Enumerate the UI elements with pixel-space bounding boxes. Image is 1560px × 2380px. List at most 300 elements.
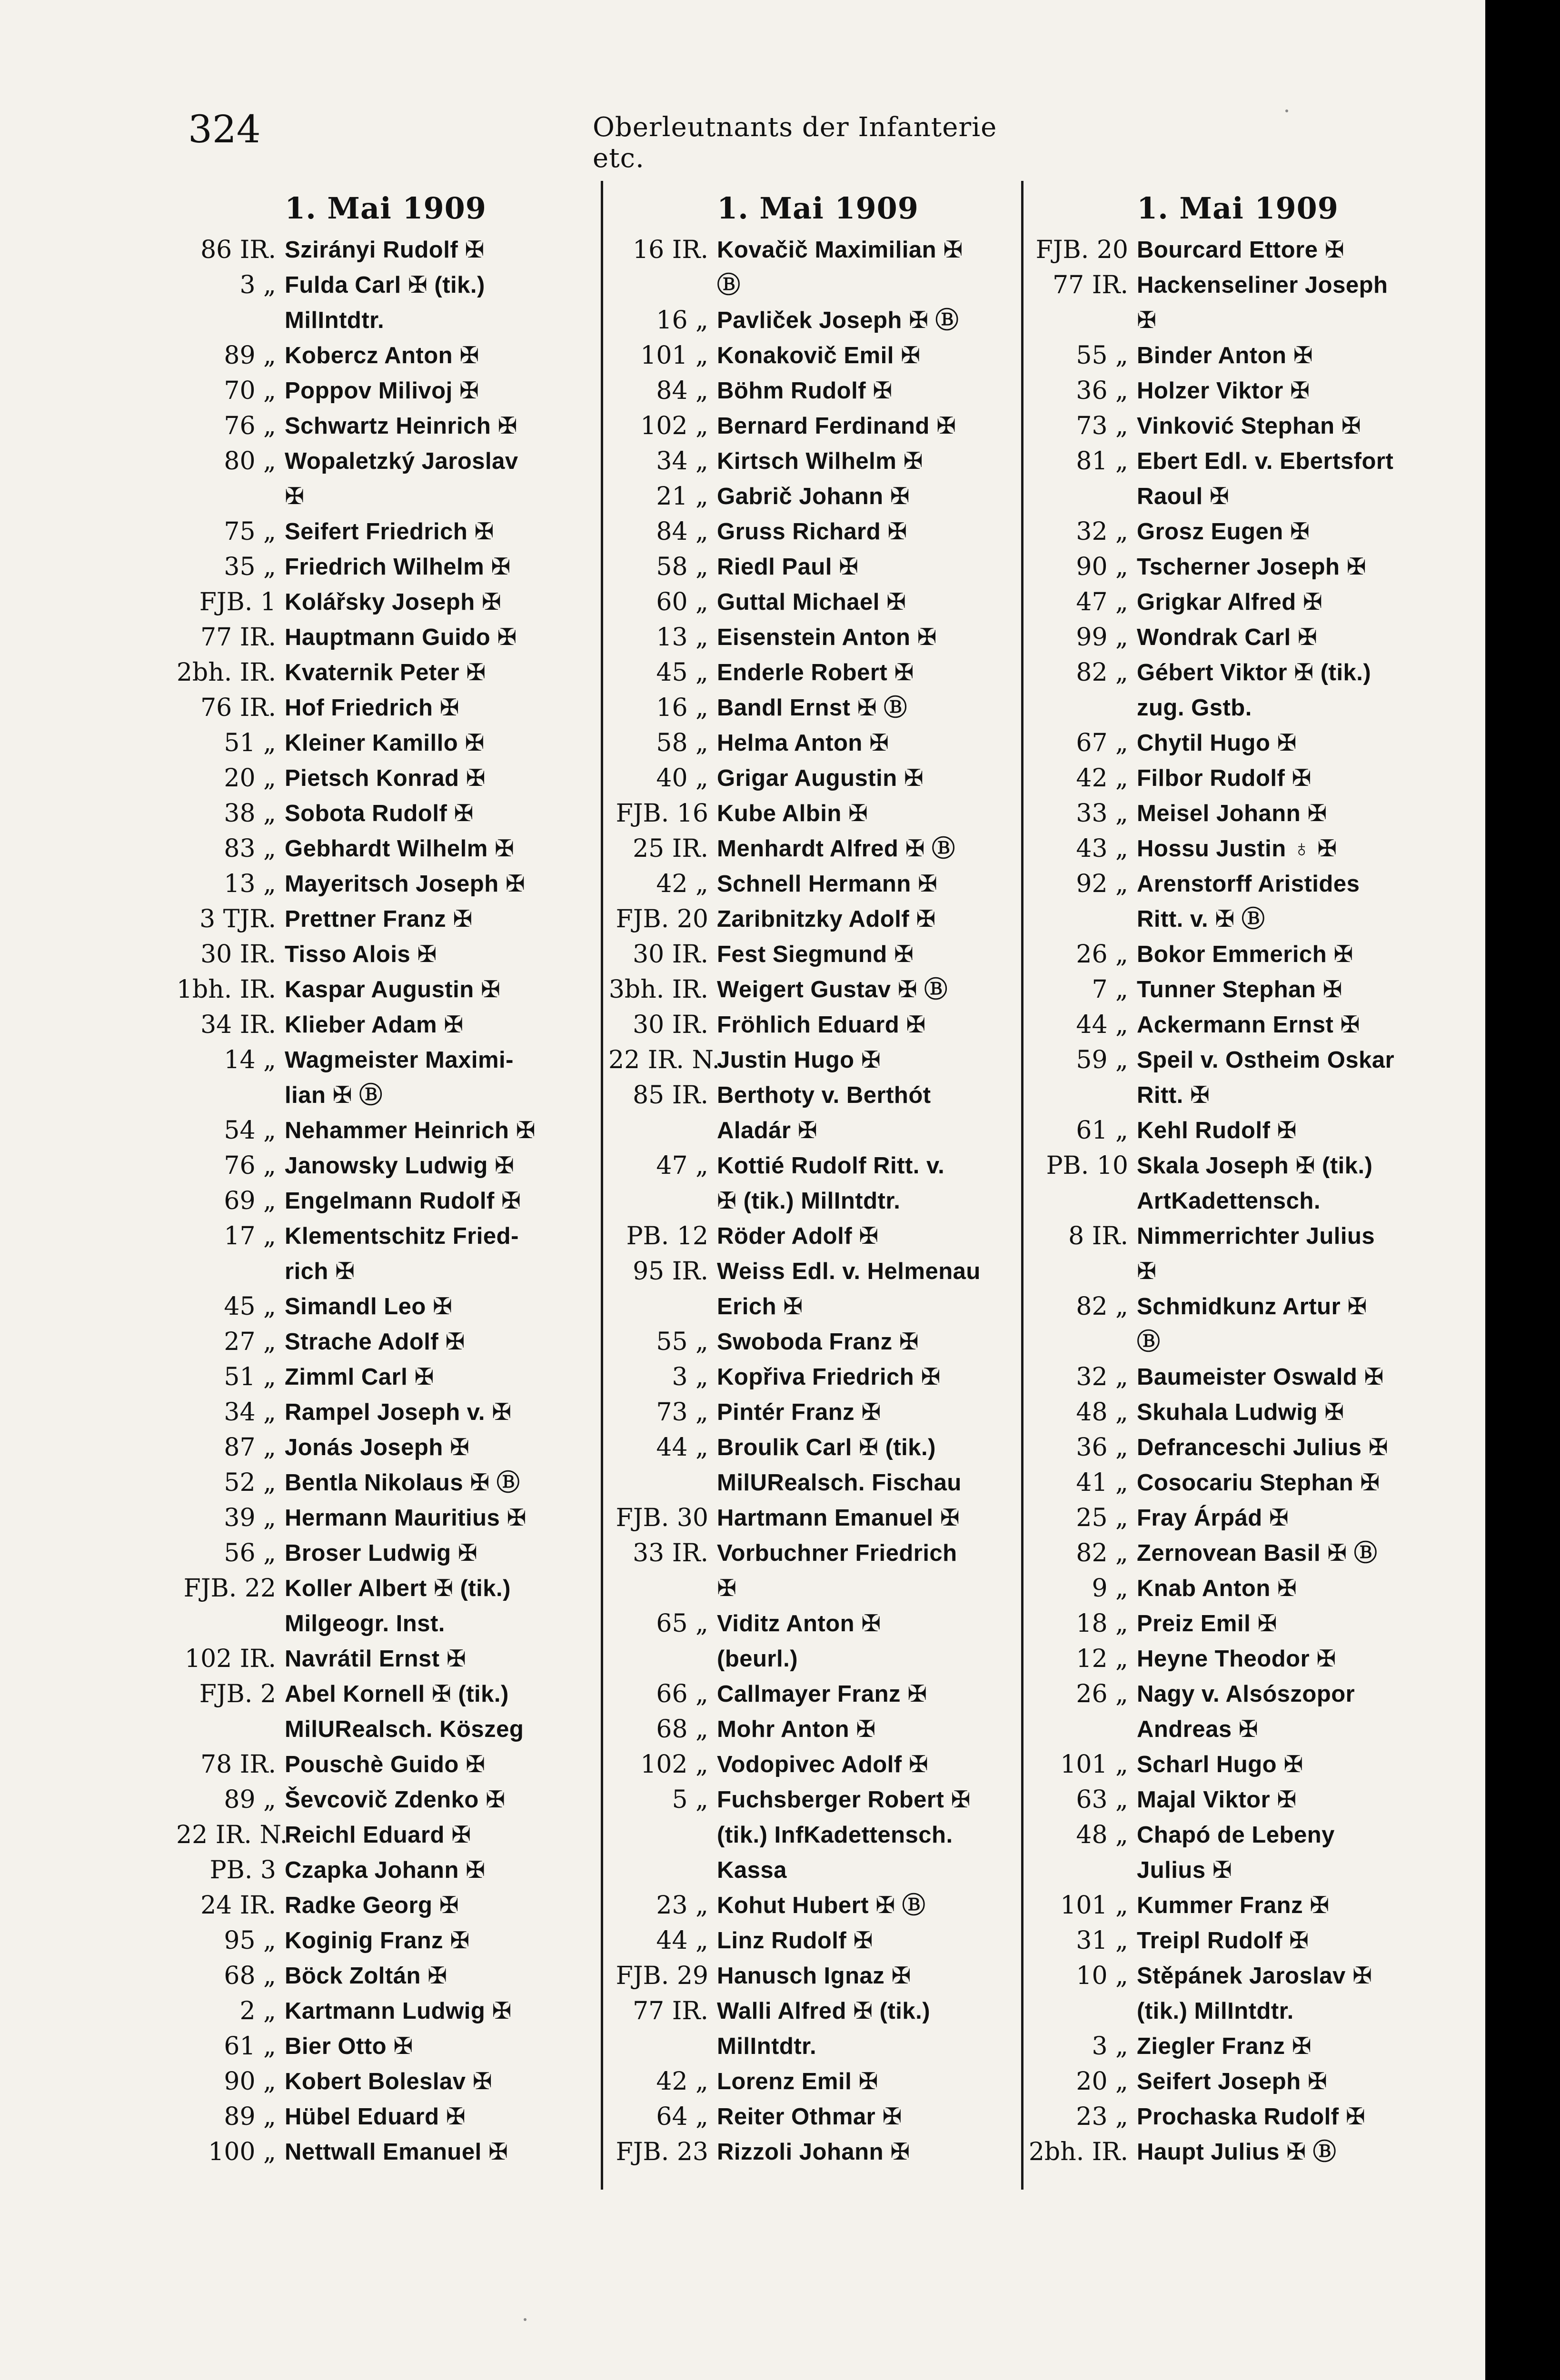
unit-designation: 30 IR. [633, 1011, 708, 1039]
list-entry [608, 1923, 1027, 1958]
officer-name: rich ✠ [285, 1259, 355, 1284]
unit-designation: 73 „ [1076, 412, 1128, 440]
officer-name: Rampel Joseph v. ✠ [285, 1399, 512, 1425]
unit-designation: 69 „ [224, 1187, 276, 1215]
list-entry [1028, 373, 1447, 408]
unit-designation: 8 IR. [1068, 1222, 1128, 1250]
list-entry [1028, 1817, 1447, 1853]
officer-name: Bandl Ernst ✠ Ⓑ [717, 695, 907, 721]
list-entry [608, 1430, 1027, 1465]
list-entry [608, 1078, 1027, 1113]
unit-designation: 36 „ [1076, 1433, 1128, 1462]
officer-name: MilURealsch. Köszeg [285, 1716, 524, 1742]
list-entry [1028, 796, 1447, 831]
unit-designation: 83 „ [224, 834, 276, 863]
unit-designation: 31 „ [1076, 1926, 1128, 1955]
officer-name: Kirtsch Wilhelm ✠ [717, 448, 924, 474]
officer-name: Chapó de Lebeny [1137, 1822, 1335, 1848]
list-entry [1028, 585, 1447, 620]
unit-designation: 16 „ [656, 306, 708, 335]
officer-name: Binder Anton ✠ [1137, 343, 1313, 368]
unit-designation: 23 „ [656, 1891, 708, 1920]
officer-name: Bier Otto ✠ [285, 2033, 413, 2059]
list-entry [176, 1078, 595, 1113]
unit-designation: 1bh. IR. [176, 975, 276, 1004]
unit-designation: 44 „ [656, 1433, 708, 1462]
unit-designation: 45 „ [224, 1292, 276, 1321]
list-entry [176, 1641, 595, 1676]
officer-name: Ritt. v. ✠ Ⓑ [1137, 906, 1265, 932]
officer-name: Enderle Robert ✠ [717, 660, 914, 685]
officer-name: Klementschitz Fried- [285, 1223, 519, 1249]
officer-name: Prettner Franz ✠ [285, 906, 473, 932]
officer-name: Weigert Gustav ✠ Ⓑ [717, 977, 948, 1002]
unit-designation: 30 IR. [633, 940, 708, 969]
unit-designation: 84 „ [656, 517, 708, 546]
unit-designation: 16 IR. [633, 236, 708, 264]
list-entry [176, 2029, 595, 2064]
list-entry [176, 1782, 595, 1817]
officer-name: Arenstorff Aristides [1137, 871, 1360, 897]
unit-designation: 78 IR. [200, 1750, 276, 1779]
list-entry [176, 1536, 595, 1571]
entry-list [1028, 232, 1447, 2170]
list-entry [608, 1817, 1027, 1853]
list-entry [1028, 1007, 1447, 1042]
unit-designation: 3 „ [239, 271, 276, 299]
officer-name: Kassa [717, 1857, 787, 1883]
unit-designation: 7 „ [1092, 975, 1128, 1004]
list-entry [176, 338, 595, 373]
unit-designation: FJB. 20 [1035, 236, 1128, 264]
unit-designation: 64 „ [656, 2102, 708, 2131]
unit-designation: 87 „ [224, 1433, 276, 1462]
officer-name: Czapka Johann ✠ [285, 1857, 486, 1883]
list-entry [1028, 831, 1447, 866]
list-entry [1028, 408, 1447, 444]
officer-name: Nimmerrichter Julius [1137, 1223, 1375, 1249]
list-entry [608, 514, 1027, 549]
officer-name: Berthoty v. Berthót [717, 1082, 931, 1108]
unit-designation: 51 „ [224, 1363, 276, 1391]
list-entry [176, 303, 595, 338]
unit-designation: 20 „ [1076, 2067, 1128, 2096]
unit-designation: FJB. 23 [616, 2138, 708, 2166]
unit-designation: 77 IR. [200, 623, 276, 652]
officer-name: (tik.) MilIntdtr. [1137, 1998, 1294, 2024]
unit-designation: 102 IR. [184, 1645, 276, 1673]
list-entry [176, 444, 595, 479]
list-entry [608, 1958, 1027, 1993]
list-entry [1028, 1606, 1447, 1641]
unit-designation: 35 „ [224, 553, 276, 581]
unit-designation: 10 „ [1076, 1962, 1128, 1990]
unit-designation: 34 „ [224, 1398, 276, 1427]
officer-name: Ⓑ [1137, 1329, 1161, 1355]
unit-designation: 34 „ [656, 447, 708, 476]
unit-designation: 63 „ [1076, 1785, 1128, 1814]
officer-name: Raoul ✠ [1137, 484, 1230, 509]
list-entry [176, 585, 595, 620]
running-head: Oberleutnants der Infanterie etc. [593, 112, 997, 174]
list-entry [1028, 866, 1447, 902]
officer-name: Gébert Viktor ✠ (tik.) [1137, 660, 1371, 685]
unit-designation: 24 IR. [200, 1891, 276, 1920]
officer-name: Grigar Augustin ✠ [717, 765, 924, 791]
officer-name: Lorenz Emil ✠ [717, 2069, 878, 2094]
unit-designation: 3 TJR. [199, 905, 276, 933]
officer-name: Ševcovič Zdenko ✠ [285, 1787, 506, 1813]
list-entry [176, 655, 595, 690]
list-entry [608, 232, 1027, 268]
print-speck [524, 2318, 527, 2321]
officer-name: Vodopivec Adolf ✠ [717, 1752, 929, 1777]
column-heading: 1. Mai 1909 [285, 191, 487, 226]
list-entry [176, 972, 595, 1007]
officer-name: Fulda Carl ✠ (tik.) [285, 272, 485, 298]
list-entry [1028, 1923, 1447, 1958]
unit-designation: 51 „ [224, 729, 276, 757]
officer-name: Ⓑ [717, 272, 741, 298]
list-entry [608, 1254, 1027, 1289]
officer-name: Meisel Johann ✠ [1137, 801, 1327, 826]
list-entry [1028, 1113, 1447, 1148]
list-entry [608, 373, 1027, 408]
officer-name: Vinković Stephan ✠ [1137, 413, 1361, 439]
unit-designation: 101 „ [1060, 1750, 1128, 1779]
unit-designation: 18 „ [1076, 1609, 1128, 1638]
list-entry [608, 1676, 1027, 1712]
list-entry [176, 1606, 595, 1641]
list-entry [176, 268, 595, 303]
officer-name: Haupt Julius ✠ Ⓑ [1137, 2139, 1337, 2165]
list-entry [608, 866, 1027, 902]
officer-name: Koller Albert ✠ (tik.) [285, 1576, 511, 1601]
unit-designation: 23 „ [1076, 2102, 1128, 2131]
list-entry [176, 1817, 595, 1853]
list-entry [1028, 514, 1447, 549]
officer-name: Zernovean Basil ✠ Ⓑ [1137, 1540, 1378, 1566]
unit-designation: 68 „ [656, 1715, 708, 1744]
list-entry [608, 1289, 1027, 1324]
unit-designation: 82 „ [1076, 1539, 1128, 1567]
list-entry [608, 479, 1027, 514]
officer-name: Mayeritsch Joseph ✠ [285, 871, 526, 897]
list-entry [1028, 725, 1447, 761]
unit-designation: 13 „ [224, 870, 276, 898]
unit-designation: 59 „ [1076, 1046, 1128, 1074]
list-entry [1028, 1958, 1447, 1993]
list-entry [1028, 268, 1447, 303]
officer-name: Ackermann Ernst ✠ [1137, 1012, 1360, 1038]
unit-designation: 9 „ [1092, 1574, 1128, 1603]
unit-designation: 17 „ [224, 1222, 276, 1250]
list-entry [1028, 902, 1447, 937]
list-entry [176, 1465, 595, 1500]
unit-designation: 3 „ [672, 1363, 708, 1391]
unit-designation: 33 „ [1076, 799, 1128, 828]
list-entry [608, 1993, 1027, 2029]
officer-name: Guttal Michael ✠ [717, 589, 906, 615]
officer-name: Ebert Edl. v. Ebertsfort [1137, 448, 1394, 474]
unit-designation: FJB. 22 [183, 1574, 276, 1603]
list-entry [176, 1676, 595, 1712]
unit-designation: 81 „ [1076, 447, 1128, 476]
officer-name: Zaribnitzky Adolf ✠ [717, 906, 936, 932]
list-entry [1028, 1782, 1447, 1817]
officer-name: Reiter Othmar ✠ [717, 2104, 902, 2130]
officer-name: Nagy v. Alsószopor [1137, 1681, 1355, 1707]
officer-name: MilIntdtr. [717, 2033, 817, 2059]
list-entry [1028, 2029, 1447, 2064]
list-entry [1028, 1536, 1447, 1571]
officer-name: Walli Alfred ✠ (tik.) [717, 1998, 931, 2024]
list-entry [176, 1747, 595, 1782]
unit-designation: 60 „ [656, 588, 708, 616]
officer-name: Tisso Alois ✠ [285, 942, 437, 967]
column-1 [176, 185, 595, 2231]
officer-name: Kvaternik Peter ✠ [285, 660, 486, 685]
list-entry [1028, 1359, 1447, 1395]
list-entry [176, 1430, 595, 1465]
officer-name: Vorbuchner Friedrich [717, 1540, 957, 1566]
officer-name: Kobercz Anton ✠ [285, 343, 479, 368]
unit-designation: 43 „ [1076, 834, 1128, 863]
list-entry [176, 1958, 595, 1993]
column-heading: 1. Mai 1909 [717, 191, 919, 226]
unit-designation: 22 IR. N. [176, 1821, 288, 1849]
officer-name: Grosz Eugen ✠ [1137, 519, 1310, 545]
unit-designation: 38 „ [224, 799, 276, 828]
officer-name: Swoboda Franz ✠ [717, 1329, 919, 1355]
unit-designation: 70 „ [224, 377, 276, 405]
list-entry [1028, 1395, 1447, 1430]
unit-designation: 26 „ [1076, 1680, 1128, 1708]
list-entry [176, 1571, 595, 1606]
unit-designation: 101 „ [640, 341, 708, 370]
officer-name: Bentla Nikolaus ✠ Ⓑ [285, 1470, 520, 1496]
list-entry [176, 408, 595, 444]
list-entry [1028, 1676, 1447, 1712]
unit-designation: 58 „ [656, 729, 708, 757]
officer-name: Nettwall Emanuel ✠ [285, 2139, 508, 2165]
unit-designation: 89 „ [224, 1785, 276, 1814]
list-entry [1028, 1430, 1447, 1465]
list-entry [608, 620, 1027, 655]
officer-name: zug. Gstb. [1137, 695, 1252, 721]
unit-designation: 77 IR. [633, 1997, 708, 2025]
officer-name: ✠ [1137, 307, 1157, 333]
unit-designation: 44 „ [656, 1926, 708, 1955]
unit-designation: 55 „ [656, 1328, 708, 1356]
officer-name: Justin Hugo ✠ [717, 1047, 881, 1073]
officer-name: Hanusch Ignaz ✠ [717, 1963, 911, 1989]
officer-name: Kobert Boleslav ✠ [285, 2069, 493, 2094]
list-entry [608, 1747, 1027, 1782]
list-entry [608, 1641, 1027, 1676]
list-entry [608, 1888, 1027, 1923]
unit-designation: FJB. 16 [616, 799, 708, 828]
list-entry [1028, 1712, 1447, 1747]
unit-designation: 3bh. IR. [608, 975, 708, 1004]
officer-name: Skala Joseph ✠ (tik.) [1137, 1153, 1373, 1179]
officer-name: Kottié Rudolf Ritt. v. [717, 1153, 945, 1179]
list-entry [608, 444, 1027, 479]
officer-name: Majal Viktor ✠ [1137, 1787, 1297, 1813]
list-entry [176, 2064, 595, 2099]
list-entry [176, 1853, 595, 1888]
officer-name: Pietsch Konrad ✠ [285, 765, 486, 791]
officer-name: Eisenstein Anton ✠ [717, 625, 937, 650]
list-entry [608, 1007, 1027, 1042]
list-entry [176, 831, 595, 866]
officer-name: Knab Anton ✠ [1137, 1576, 1297, 1601]
officer-name: Stěpánek Jaroslav ✠ [1137, 1963, 1372, 1989]
unit-designation: 30 IR. [200, 940, 276, 969]
officer-name: Hübel Eduard ✠ [285, 2104, 466, 2130]
unit-designation: 2bh. IR. [176, 658, 276, 687]
unit-designation: 101 „ [1060, 1891, 1128, 1920]
list-entry [176, 1007, 595, 1042]
officer-name: Friedrich Wilhelm ✠ [285, 554, 511, 580]
officer-name: Helma Anton ✠ [717, 730, 889, 756]
officer-name: Abel Kornell ✠ (tik.) [285, 1681, 509, 1707]
officer-name: Janowsky Ludwig ✠ [285, 1153, 515, 1179]
officer-name: Hartmann Emanuel ✠ [717, 1505, 960, 1531]
unit-designation: 67 „ [1076, 729, 1128, 757]
officer-name: Sobota Rudolf ✠ [285, 801, 474, 826]
unit-designation: 2bh. IR. [1028, 2138, 1128, 2166]
unit-designation: 55 „ [1076, 341, 1128, 370]
officer-name: Kopřiva Friedrich ✠ [717, 1364, 941, 1390]
list-entry [1028, 444, 1447, 479]
officer-name: Mohr Anton ✠ [717, 1716, 876, 1742]
officer-name: Skuhala Ludwig ✠ [1137, 1399, 1344, 1425]
unit-designation: 68 „ [224, 1962, 276, 1990]
list-entry [1028, 937, 1447, 972]
list-entry [1028, 2099, 1447, 2134]
officer-name: Rizzoli Johann ✠ [717, 2139, 910, 2165]
unit-designation: 32 „ [1076, 1363, 1128, 1391]
officer-name: Aladár ✠ [717, 1118, 818, 1143]
unit-designation: FJB. 29 [616, 1962, 708, 1990]
unit-designation: 89 „ [224, 341, 276, 370]
list-entry [608, 1782, 1027, 1817]
officer-name: ArtKadettensch. [1137, 1188, 1321, 1214]
list-entry [608, 1712, 1027, 1747]
list-entry [176, 761, 595, 796]
officer-name: Pouschè Guido ✠ [285, 1752, 486, 1777]
list-entry [1028, 1183, 1447, 1219]
unit-designation: 21 „ [656, 482, 708, 511]
list-entry [1028, 1747, 1447, 1782]
list-entry [608, 2029, 1027, 2064]
list-entry [176, 479, 595, 514]
unit-designation: FJB. 30 [616, 1504, 708, 1532]
unit-designation: 100 „ [208, 2138, 276, 2166]
officer-name: Seifert Friedrich ✠ [285, 519, 494, 545]
list-entry [608, 585, 1027, 620]
unit-designation: 58 „ [656, 553, 708, 581]
list-entry [1028, 232, 1447, 268]
list-entry [1028, 1993, 1447, 2029]
unit-designation: 76 „ [224, 412, 276, 440]
officer-name: Linz Rudolf ✠ [717, 1928, 873, 1954]
unit-designation: 47 „ [1076, 588, 1128, 616]
unit-designation: 65 „ [656, 1609, 708, 1638]
list-entry [176, 1923, 595, 1958]
officer-name: Navrátil Ernst ✠ [285, 1646, 467, 1672]
unit-designation: 54 „ [224, 1116, 276, 1145]
officer-name: Koginig Franz ✠ [285, 1928, 470, 1954]
unit-designation: 42 „ [656, 870, 708, 898]
list-entry [1028, 1219, 1447, 1254]
officer-name: Defranceschi Julius ✠ [1137, 1435, 1389, 1460]
list-entry [1028, 338, 1447, 373]
officer-name: Schmidkunz Artur ✠ [1137, 1294, 1367, 1319]
list-entry [608, 1219, 1027, 1254]
officer-name: Grigkar Alfred ✠ [1137, 589, 1323, 615]
list-entry [608, 1359, 1027, 1395]
unit-designation: 89 „ [224, 2102, 276, 2131]
officer-name: Fröhlich Eduard ✠ [717, 1012, 926, 1038]
unit-designation: PB. 10 [1046, 1151, 1128, 1180]
unit-designation: 22 IR. N. [608, 1046, 720, 1074]
list-entry [176, 1183, 595, 1219]
list-entry [176, 1254, 595, 1289]
list-entry [176, 549, 595, 585]
officer-name: Wagmeister Maximi- [285, 1047, 514, 1073]
list-entry [176, 1042, 595, 1078]
list-entry [1028, 2134, 1447, 2170]
list-entry [176, 796, 595, 831]
unit-designation: 48 „ [1076, 1398, 1128, 1427]
unit-designation: 40 „ [656, 764, 708, 793]
officer-name: Pintér Franz ✠ [717, 1399, 881, 1425]
list-entry [176, 1324, 595, 1359]
officer-name: Hermann Mauritius ✠ [285, 1505, 527, 1531]
officer-name: Hackenseliner Joseph [1137, 272, 1388, 298]
list-entry [608, 408, 1027, 444]
officer-name: ✠ [717, 1576, 737, 1601]
list-entry [176, 1113, 595, 1148]
officer-name: Böck Zoltán ✠ [285, 1963, 447, 1989]
page-header [188, 107, 1035, 174]
list-entry [1028, 1571, 1447, 1606]
officer-name: Bokor Emmerich ✠ [1137, 942, 1353, 967]
list-entry [608, 1465, 1027, 1500]
officer-name: Hof Friedrich ✠ [285, 695, 460, 721]
officer-name: Kehl Rudolf ✠ [1137, 1118, 1297, 1143]
officer-name: Klieber Adam ✠ [285, 1012, 464, 1038]
unit-designation: 42 „ [1076, 764, 1128, 793]
unit-designation: 80 „ [224, 447, 276, 476]
list-entry [608, 1571, 1027, 1606]
list-entry [608, 655, 1027, 690]
officer-name: Jonás Joseph ✠ [285, 1435, 470, 1460]
list-entry [608, 1606, 1027, 1641]
list-entry [176, 1712, 595, 1747]
unit-designation: 41 „ [1076, 1468, 1128, 1497]
unit-designation: 33 IR. [633, 1539, 708, 1567]
unit-designation: 36 „ [1076, 377, 1128, 405]
list-entry [608, 902, 1027, 937]
officer-name: ✠ [285, 484, 305, 509]
officer-name: Holzer Viktor ✠ [1137, 378, 1310, 404]
unit-designation: 25 „ [1076, 1504, 1128, 1532]
officer-name: Kartmann Ludwig ✠ [285, 1998, 512, 2024]
list-entry [1028, 1465, 1447, 1500]
